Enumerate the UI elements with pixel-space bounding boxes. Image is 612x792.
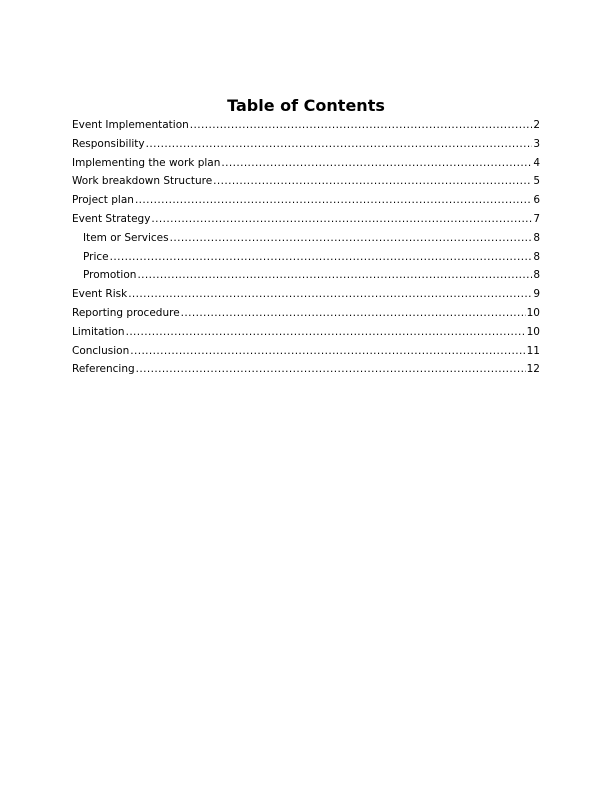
toc-entry-page-number: 8 [533,231,540,244]
toc-entry-label: Event Implementation [72,119,189,131]
toc-entry-page-number: 2 [533,119,540,131]
toc-entry-page-number: 11 [526,344,540,357]
toc-dot-leader [221,154,532,173]
toc-dot-leader [137,266,532,285]
toc-entry-label: Conclusion [72,344,130,357]
toc-entry-event-risk[interactable] [72,285,540,304]
toc-entry-responsibility[interactable] [72,135,540,154]
toc-entry-price[interactable] [72,248,540,267]
toc-entry-label: Work breakdown Structure [72,175,213,188]
toc-entry-referencing[interactable] [72,360,540,379]
toc-entry-page-number: 12 [526,363,540,376]
toc-entry-event-implementation[interactable] [72,116,540,135]
toc-dot-leader [151,210,532,229]
toc-entry-page-number: 8 [533,250,540,263]
toc-entry-page-number: 4 [533,156,540,169]
toc-entry-label: Limitation [72,325,125,338]
toc-dot-leader [128,285,532,304]
toc-dot-leader [213,172,532,191]
toc-entry-project-plan[interactable] [72,191,540,210]
toc-entry-label: Reporting procedure [72,306,180,319]
toc-entry-work-breakdown-structure[interactable] [72,172,540,191]
toc-entry-page-number: 5 [533,175,540,188]
toc-title: Table of Contents [227,96,385,115]
toc-dot-leader [110,248,533,267]
toc-entry-item-or-services[interactable] [72,229,540,248]
toc-entry-conclusion[interactable] [72,342,540,361]
toc-list [72,116,540,379]
toc-dot-leader [170,229,533,248]
toc-entry-page-number: 10 [526,325,540,338]
toc-dot-leader [146,135,533,154]
toc-entry-implementing-work-plan[interactable] [72,154,540,173]
toc-entry-label: Event Risk [72,288,128,301]
toc-entry-label: Price [83,250,109,263]
toc-dot-leader [130,342,525,361]
toc-entry-page-number: 6 [533,194,540,207]
toc-dot-leader [126,323,526,342]
toc-entry-page-number: 7 [533,212,540,225]
toc-dot-leader [135,191,532,210]
toc-entry-label: Implementing the work plan [72,156,221,169]
toc-entry-reporting-procedure[interactable] [72,304,540,323]
toc-dot-leader [181,304,526,323]
toc-dot-leader [190,116,533,135]
toc-entry-page-number: 8 [533,269,540,282]
toc-entry-promotion[interactable] [72,266,540,285]
toc-entry-page-number: 9 [533,288,540,301]
toc-entry-label: Referencing [72,363,135,376]
toc-entry-page-number: 10 [526,306,540,319]
toc-entry-event-strategy[interactable] [72,210,540,229]
toc-entry-label: Project plan [72,194,134,207]
toc-entry-label: Event Strategy [72,212,151,225]
toc-entry-label: Promotion [83,269,137,282]
toc-entry-limitation[interactable] [72,323,540,342]
toc-dot-leader [136,360,526,379]
toc-entry-label: Item or Services [83,231,169,244]
toc-entry-label: Responsibility [72,137,145,150]
toc-entry-page-number: 3 [533,137,540,150]
